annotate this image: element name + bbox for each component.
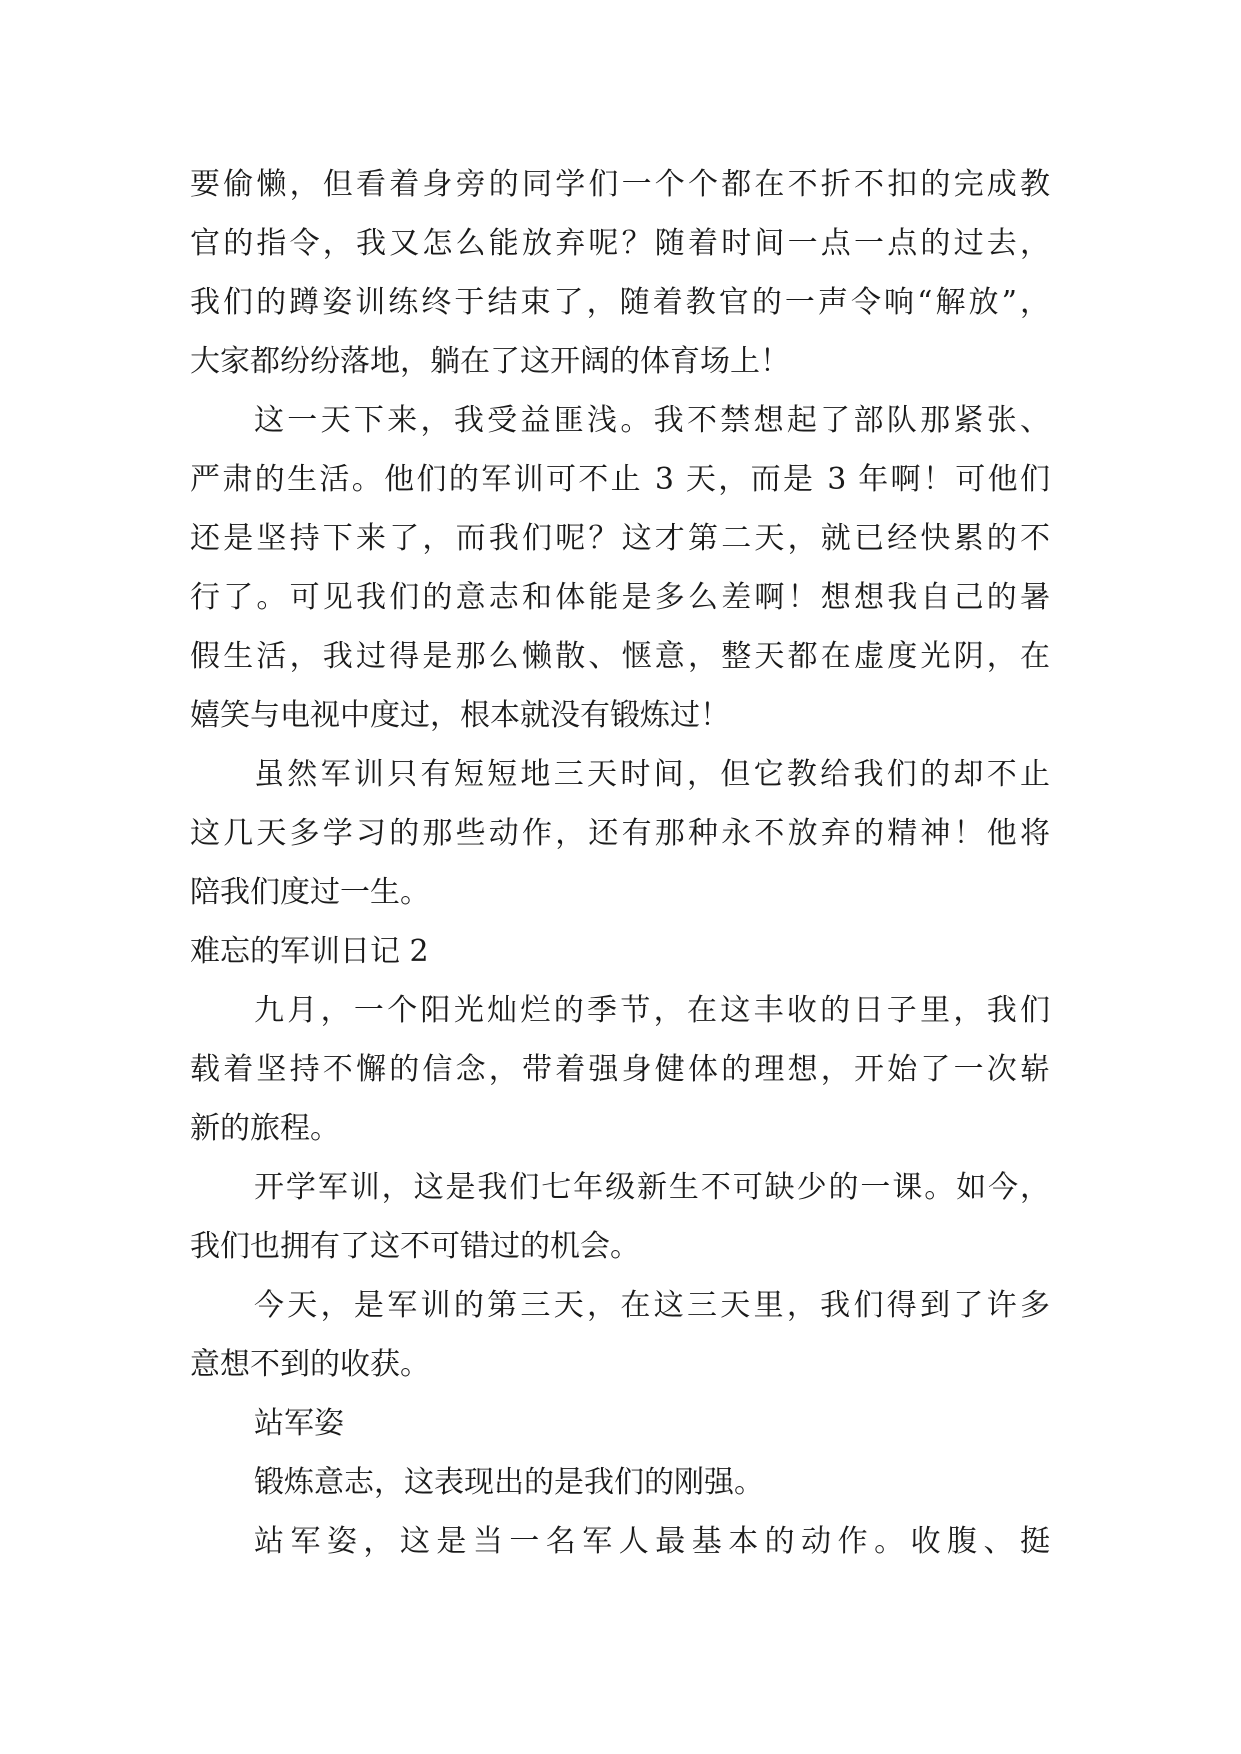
text-line: 嬉笑与电视中度过，根本就没有锻炼过！ [190, 698, 730, 733]
text-line: 新的旅程。 [190, 1111, 340, 1146]
text-line: 官的指令，我又怎么能放弃呢？随着时间一点一点的过去， [190, 226, 1050, 261]
paragraph-start-line: 虽然军训只有短短地三天时间，但它教给我们的却不止 [254, 757, 1050, 792]
paragraph-start-line: 九月，一个阳光灿烂的季节，在这丰收的日子里，我们 [254, 993, 1050, 1028]
subheading: 站军姿 [254, 1406, 344, 1441]
text-line: 这几天多学习的那些动作，还有那种永不放弃的精神！他将 [190, 816, 1050, 851]
text-line: 大家都纷纷落地，躺在了这开阔的体育场上！ [190, 344, 790, 379]
text-line: 意想不到的收获。 [190, 1347, 430, 1382]
text-line: 严肃的生活。他们的军训可不止 3 天，而是 3 年啊！可他们 [190, 462, 1050, 497]
text-line: 我们也拥有了这不可错过的机会。 [190, 1229, 640, 1264]
text-line: 载着坚持不懈的信念，带着强身健体的理想，开始了一次崭 [190, 1052, 1050, 1087]
paragraph-start-line: 开学军训，这是我们七年级新生不可缺少的一课。如今， [254, 1170, 1050, 1205]
paragraph-start-line: 今天，是军训的第三天，在这三天里，我们得到了许多 [254, 1288, 1050, 1323]
section-heading: 难忘的军训日记 2 [190, 934, 429, 969]
text-line: 我们的蹲姿训练终于结束了，随着教官的一声令响“解放”， [190, 285, 1050, 320]
text-line: 陪我们度过一生。 [190, 875, 430, 910]
document-body [190, 155, 1050, 1571]
text-line: 假生活，我过得是那么懒散、惬意，整天都在虚度光阴，在 [190, 639, 1050, 674]
text-line: 要偷懒，但看着身旁的同学们一个个都在不折不扣的完成教 [190, 167, 1050, 202]
paragraph-start-line: 锻炼意志，这表现出的是我们的刚强。 [254, 1465, 764, 1500]
paragraph-start-line: 这一天下来，我受益匪浅。我不禁想起了部队那紧张、 [254, 403, 1050, 438]
text-line: 行了。可见我们的意志和体能是多么差啊！想想我自己的暑 [190, 580, 1050, 615]
text-line: 还是坚持下来了，而我们呢？这才第二天，就已经快累的不 [190, 521, 1050, 556]
paragraph-start-line: 站军姿，这是当一名军人最基本的动作。收腹、挺 [254, 1524, 1050, 1559]
